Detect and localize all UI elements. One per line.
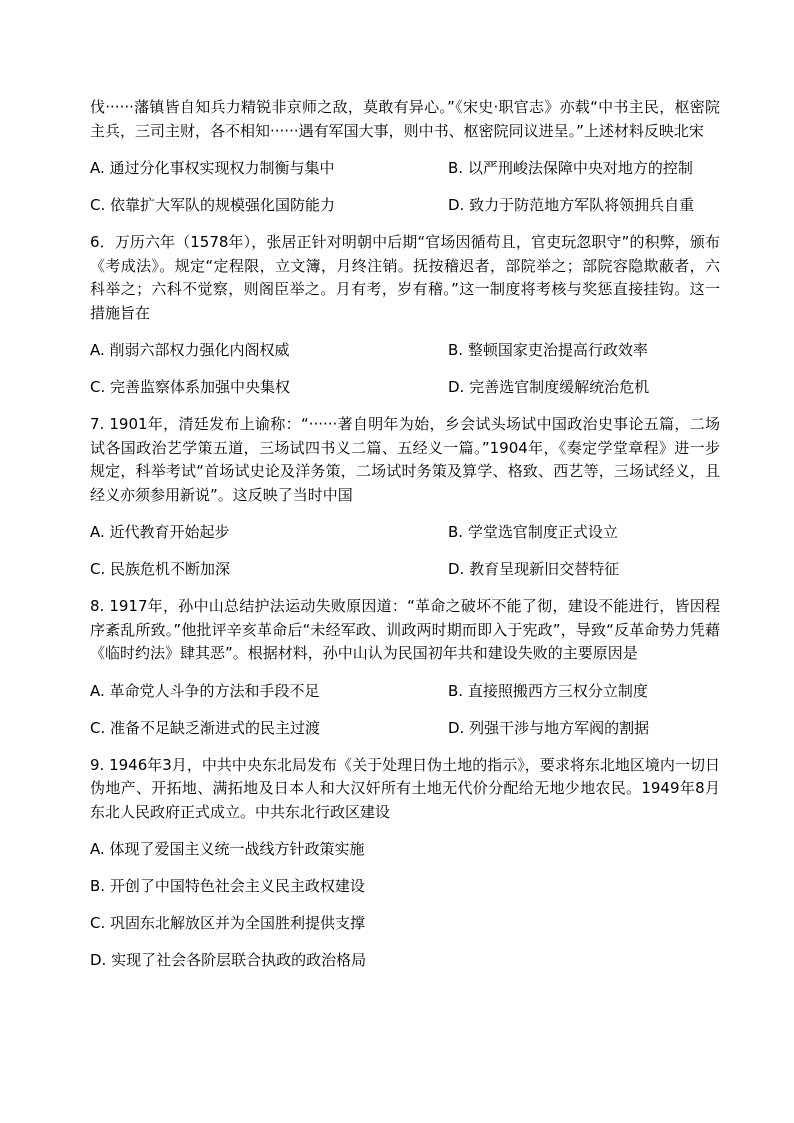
question-6-option-b: B. 整顿国家吏治提高行政效率 <box>448 341 648 359</box>
question-6-option-d: D. 完善选官制度缓解统治危机 <box>448 378 650 396</box>
question-5-option-a: A. 通过分化事权实现权力制衡与集中 <box>90 159 335 177</box>
question-9-options <box>90 838 720 972</box>
question-5 <box>90 96 720 217</box>
question-8 <box>90 595 720 740</box>
question-6-option-c: C. 完善监察体系加强中央集权 <box>90 378 291 396</box>
question-5-option-c: C. 依靠扩大军队的规模强化国防能力 <box>90 196 336 214</box>
question-7-option-c: C. 民族危机不断加深 <box>90 560 231 578</box>
exam-page <box>90 96 720 972</box>
question-8-option-d: D. 列强干涉与地方军阀的割据 <box>448 718 650 737</box>
question-7-option-a: A. 近代教育开始起步 <box>90 523 230 541</box>
question-6-options <box>90 339 720 399</box>
question-8-option-b: B. 直接照搬西方三权分立制度 <box>448 681 648 700</box>
question-6 <box>90 231 720 399</box>
question-6-option-a: A. 削弱六部权力强化内阁权威 <box>90 341 290 359</box>
question-9-option-a: A. 体现了爱国主义统一战线方针政策实施 <box>90 840 365 858</box>
question-7-option-d: D. 教育呈现新旧交替特征 <box>448 560 620 578</box>
question-5-stem: 伐······藩镇皆自知兵力精锐非京师之敌，莫敢有异心。”《宋史·职官志》亦载“中书主民，枢密院主兵，三司主财，各不相知······遇有军国大事，则中书、枢密院同议进呈。”上述材料反映北宋 <box>90 98 720 140</box>
question-7-options <box>90 521 720 581</box>
question-7-stem: 7. 1901年，清廷发布上谕称：“······著自明年为始，乡会试头场试中国政治史事论五篇，二场试各国政治艺学策五道，三场试四书义二篇、五经义一篇。”1904年，《奏定学堂章程》进一步规定，科举考试“首场试史论及洋务策，二场试时务策及算学、格致、西艺等，三场试经义，且经义亦须参用新说”。这反映了当时中国 <box>90 415 720 504</box>
question-9-option-c: C. 巩固东北解放区并为全国胜利提供支撑 <box>90 914 366 932</box>
question-6-stem: 6．万历六年（1578年），张居正针对明朝中后期“官场因循苟且，官吏玩忽职守”的积弊，颁布《考成法》。规定“定程限，立文簿，月终注销。抚按稽迟者，部院举之；部院容隐欺蔽者，六科举之；六科不觉察，则阁臣举之。月有考，岁有稽。”这一制度将考核与奖惩直接挂钩。这一措施旨在 <box>90 233 720 322</box>
question-9-option-d: D. 实现了社会各阶层联合执政的政治格局 <box>90 951 367 969</box>
question-9 <box>90 754 720 973</box>
question-7 <box>90 413 720 581</box>
question-9-stem: 9. 1946年3月，中共中央东北局发布《关于处理日伪土地的指示》，要求将东北地区境内一切日伪地产、开拓地、满拓地及日本人和大汉奸所有土地无代价分配给无地少地农民。1949年8月东北人民政府正式成立。中共东北行政区建设 <box>90 755 720 821</box>
question-5-option-b: B. 以严刑峻法保障中央对地方的控制 <box>448 159 693 177</box>
question-9-option-b: B. 开创了中国特色社会主义民主政权建设 <box>90 877 365 895</box>
question-5-options <box>90 157 720 217</box>
question-5-option-d: D. 致力于防范地方军队将领拥兵自重 <box>448 196 695 214</box>
question-7-option-b: B. 学堂选官制度正式设立 <box>448 523 618 541</box>
question-8-option-c: C. 准备不足缺乏渐进式的民主过渡 <box>90 718 321 737</box>
question-8-option-a: A. 革命党人斗争的方法和手段不足 <box>90 681 320 700</box>
question-8-options <box>90 680 720 740</box>
question-8-stem: 8. 1917年，孙中山总结护法运动失败原因道：“革命之破坏不能了彻，建设不能进行，皆因程序紊乱所致。”他批评辛亥革命后“未经军政、训政两时期而即入于宪政”，导致“反革命势力凭藉《临时约法》肆其恶”。根据材料，孙中山认为民国初年共和建设失败的主要原因是 <box>90 597 720 662</box>
